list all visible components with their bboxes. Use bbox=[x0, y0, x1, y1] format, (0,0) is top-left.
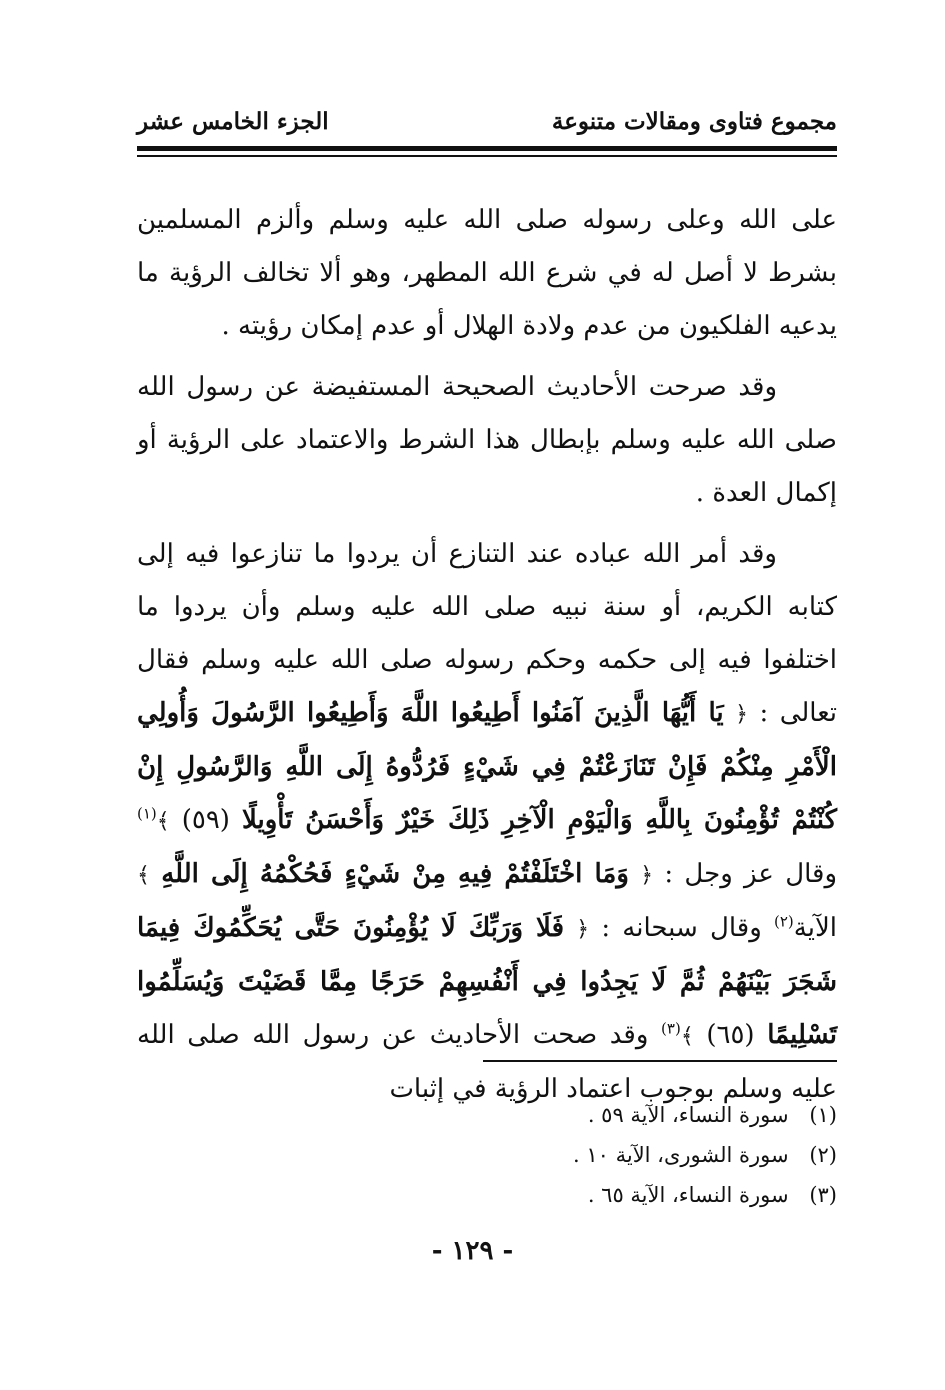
quran-bracket-open: ﴿ bbox=[735, 702, 749, 727]
quran-bracket-open: ﴿ bbox=[640, 863, 654, 888]
conjunction-1: وقال عز وجل : bbox=[664, 859, 837, 889]
main-text bbox=[137, 194, 837, 1116]
paragraph-2: وقد صرحت الأحاديث الصحيحة المستفيضة عن رسول الله صلى الله عليه وسلم بإبطال هذا الشرط والاعتماد على الرؤية أو إكمال العدة . bbox=[137, 372, 837, 508]
quran-bracket-close: ﴾ bbox=[156, 809, 170, 834]
paragraph-1: على الله وعلى رسوله صلى الله عليه وسلم وألزم المسلمين بشرط لا أصل له في شرع الله المطهر، وهو ألا تخالف الرؤية ما يدعيه الفلكيون من عدم ولادة الهلال أو عدم إمكان رؤيته . bbox=[137, 205, 837, 341]
page-header bbox=[137, 108, 837, 142]
aya-label: الآية bbox=[793, 913, 837, 943]
footnotes bbox=[400, 1098, 837, 1218]
verse-number-1: (٥٩) bbox=[181, 805, 230, 835]
paragraph-3-outro: وقد صحت الأحاديث عن رسول الله صلى الله عليه وسلم بوجوب اعتماد الرؤية في إثبات bbox=[137, 1020, 837, 1104]
footnote-ref-2[interactable]: (٢) bbox=[773, 912, 794, 931]
quran-bracket-close: ﴾ bbox=[680, 1024, 694, 1049]
footnote-text: سورة النساء، الآية ٦٥ . bbox=[587, 1183, 789, 1207]
footnote-text: سورة النساء، الآية ٥٩ . bbox=[587, 1103, 789, 1127]
quran-verse-2: وَمَا اخْتَلَفْتُمْ فِيهِ مِنْ شَيْءٍ فَحُكْمُهُ إِلَى اللَّهِ bbox=[161, 859, 629, 889]
footnote-number: (١) bbox=[809, 1103, 837, 1127]
footnote-number: (٣) bbox=[809, 1183, 837, 1207]
page-number: - ١٢٩ - bbox=[431, 1236, 514, 1266]
footnote-number: (٢) bbox=[809, 1143, 837, 1167]
footnote-3 bbox=[400, 1178, 837, 1218]
paragraph-3-intro: وقد أمر الله عباده عند التنازع أن يردوا ما تنازعوا فيه إلى كتابه الكريم، أو سنة نبيه صلى الله عليه وسلم وأن يردوا ما اختلفوا فيه إلى حكمه وحكم رسوله صلى الله عليه وسلم فقال تعالى : bbox=[137, 539, 838, 728]
book-title: مجموع فتاوى ومقالات متنوعة bbox=[551, 108, 837, 135]
quran-bracket-close: ﴾ bbox=[137, 863, 150, 888]
footnote-ref-3[interactable]: (٣) bbox=[661, 1019, 681, 1038]
paragraph-3 bbox=[137, 528, 837, 1116]
footnote-text: سورة الشورى، الآية ١٠ . bbox=[573, 1143, 789, 1167]
volume-label: الجزء الخامس عشر bbox=[137, 108, 329, 135]
quran-verse-3: فَلَا وَرَبِّكَ لَا يُؤْمِنُونَ حَتَّى يُحَكِّمُوكَ فِيمَا شَجَرَ بَيْنَهُمْ ثُمَّ لَا يَجِدُوا فِي أَنْفُسِهِمْ حَرَجًا مِمَّا قَضَيْتَ وَيُسَلِّمُوا تَسْلِيمًا bbox=[137, 913, 838, 1050]
footnote-1 bbox=[400, 1098, 837, 1138]
footnote-divider bbox=[483, 1060, 837, 1062]
header-rule-thick bbox=[137, 146, 837, 151]
conjunction-2: وقال سبحانه : bbox=[601, 913, 762, 943]
quran-verse-1: يَا أَيُّهَا الَّذِينَ آمَنُوا أَطِيعُوا اللَّهَ وَأَطِيعُوا الرَّسُولَ وَأُولِي الْأَمْرِ مِنْكُمْ فَإِنْ تَنَازَعْتُمْ فِي شَيْءٍ فَرُدُّوهُ إِلَى اللَّهِ وَالرَّسُولِ إِنْ كُنْتُمْ تُؤْمِنُونَ بِاللَّهِ وَالْيَوْمِ الْآخِرِ ذَلِكَ خَيْرٌ وَأَحْسَنُ تَأْوِيلًا bbox=[137, 698, 838, 835]
quran-bracket-open: ﴿ bbox=[576, 917, 590, 942]
verse-number-3: (٦٥) bbox=[706, 1020, 755, 1050]
footnote-ref-1[interactable]: (١) bbox=[137, 804, 157, 823]
footnote-2 bbox=[400, 1138, 837, 1178]
header-rule-thin bbox=[137, 155, 837, 157]
